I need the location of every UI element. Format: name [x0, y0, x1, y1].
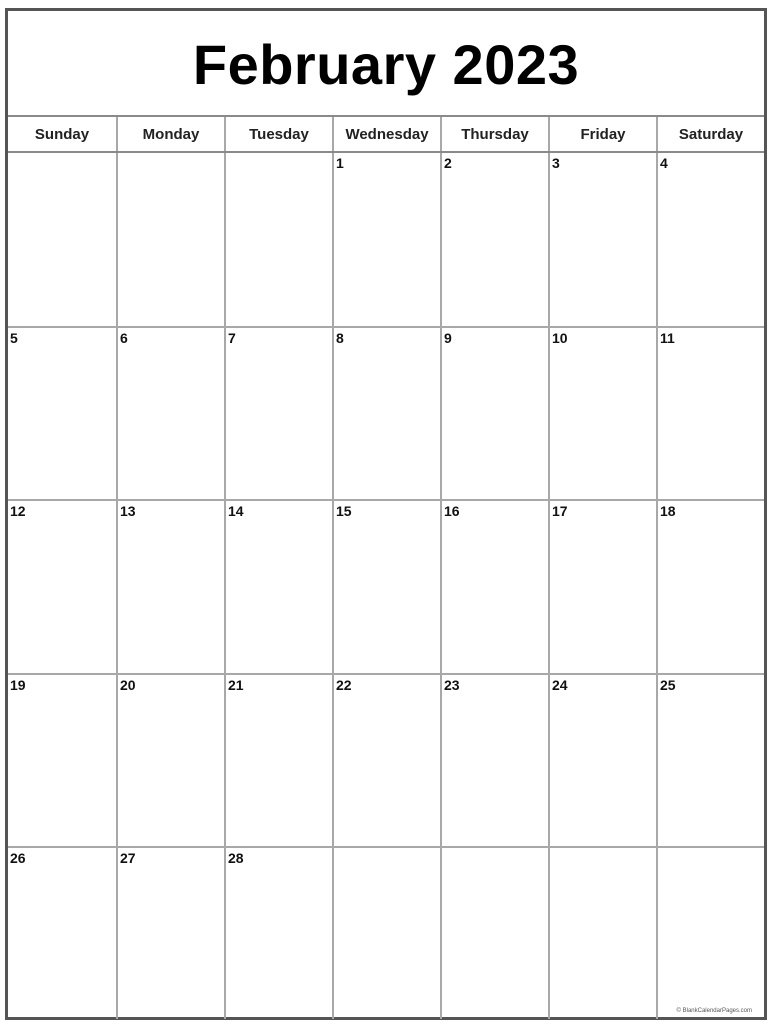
- day-number: 28: [228, 849, 244, 866]
- day-cell: [440, 673, 548, 846]
- day-number: 16: [444, 503, 460, 520]
- day-number: 4: [660, 155, 668, 171]
- day-cell: [656, 153, 764, 326]
- day-cell: [224, 673, 332, 846]
- day-number: 14: [228, 503, 244, 520]
- day-number: 23: [444, 676, 460, 693]
- day-number: 10: [552, 330, 568, 347]
- weekday-sunday: Sunday: [34, 125, 90, 143]
- day-cell: [332, 846, 440, 1019]
- day-cell: [332, 673, 440, 846]
- day-cell: [224, 846, 332, 1019]
- calendar-title: February 2023: [192, 32, 580, 96]
- day-number: 13: [120, 503, 136, 520]
- day-cell: [440, 153, 548, 326]
- title-bar: [8, 11, 764, 117]
- day-cell: [224, 499, 332, 672]
- day-cell: [332, 499, 440, 672]
- day-number: 12: [10, 503, 26, 520]
- day-number: 1: [336, 155, 344, 171]
- day-number: 8: [336, 330, 344, 347]
- day-cell: [440, 326, 548, 499]
- day-cell: [548, 153, 656, 326]
- day-cell: [332, 326, 440, 499]
- day-number: 17: [552, 503, 568, 520]
- day-number: 27: [120, 849, 136, 866]
- day-number: 21: [228, 676, 244, 693]
- day-cell: [8, 326, 116, 499]
- day-cell: [224, 326, 332, 499]
- day-cell: [656, 673, 764, 846]
- day-cell: [332, 153, 440, 326]
- day-cell: [116, 153, 224, 326]
- day-cell: [656, 326, 764, 499]
- day-cell: [548, 846, 656, 1019]
- day-cell: [116, 846, 224, 1019]
- day-cell: [8, 153, 116, 326]
- day-cell: [440, 499, 548, 672]
- day-number: 26: [10, 849, 26, 866]
- day-number: 2: [444, 155, 452, 171]
- day-number: 20: [120, 676, 136, 693]
- day-cell: [548, 673, 656, 846]
- day-number: 19: [10, 676, 26, 693]
- weekday-saturday: Saturday: [656, 117, 764, 151]
- calendar: [5, 8, 767, 1020]
- watermark: © BlankCalendarPages.com: [676, 1008, 752, 1014]
- day-number: 3: [552, 155, 560, 171]
- day-cell: [548, 326, 656, 499]
- weekday-wednesday: Wednesday: [332, 117, 440, 151]
- day-number: 6: [120, 330, 128, 347]
- day-cell: [656, 499, 764, 672]
- day-number: 5: [10, 330, 18, 347]
- day-number: 7: [228, 330, 236, 347]
- day-cell: [8, 846, 116, 1019]
- day-grid: [8, 153, 764, 1019]
- day-number: 15: [336, 503, 352, 520]
- day-cell: [224, 153, 332, 326]
- weekday-monday: Monday: [116, 117, 224, 151]
- day-cell: [548, 499, 656, 672]
- day-number: 18: [660, 503, 676, 520]
- weekday-friday: Friday: [548, 117, 656, 151]
- day-number: 11: [660, 330, 675, 347]
- day-cell: [116, 499, 224, 672]
- weekday-header-row: [8, 117, 764, 153]
- day-cell: [8, 673, 116, 846]
- day-number: 25: [660, 676, 676, 693]
- day-cell: [656, 846, 764, 1019]
- day-number: 22: [336, 676, 352, 693]
- day-cell: [116, 326, 224, 499]
- weekday-tuesday: Tuesday: [224, 117, 332, 151]
- day-cell: [8, 499, 116, 672]
- day-number: 24: [552, 676, 568, 693]
- day-number: 9: [444, 330, 452, 347]
- day-cell: [440, 846, 548, 1019]
- weekday-thursday: Thursday: [440, 117, 548, 151]
- day-cell: [116, 673, 224, 846]
